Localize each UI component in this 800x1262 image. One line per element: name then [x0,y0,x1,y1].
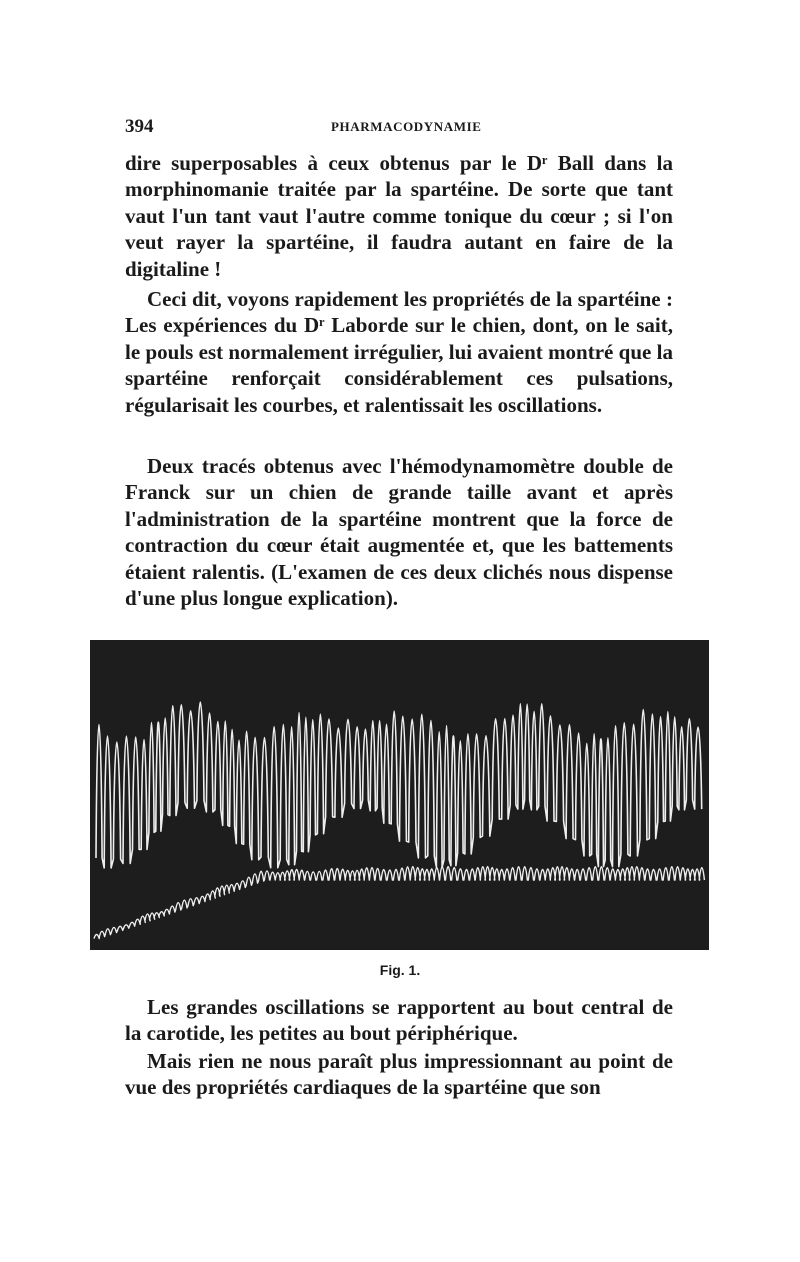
paragraph-2: Ceci dit, voyons rapidement les propriétés de la spartéine : Les expériences du Dʳ Laborde sur le chien, dont, on le sait, le pouls est normalement irrégulier, lui avaient montré que la spartéine renforçait considérablement ces pulsations, régularisait les courbes, et ralentissait les oscillations. [125,287,673,417]
paragraph-5: Mais rien ne nous paraît plus impressionnant au point de vue des propriétés cardiaques de la spartéine que son [125,1049,673,1100]
figure-trace-plate [90,640,709,950]
paragraph-4: Les grandes oscillations se rapportent au bout central de la carotide, les petites au bout périphérique. [125,995,673,1046]
paragraph-1: dire superposables à ceux obtenus par le Dʳ Ball dans la morphinomanie traitée par la spartéine. De sorte que tant vaut l'un tant vaut l'autre comme tonique du cœur ; si l'on veut rayer la spartéine, il faudra autant en faire de la digitaline ! [125,151,673,281]
page-number: 394 [125,116,154,137]
figure-caption: Fig. 1. [379,962,421,978]
paragraph-3: Deux tracés obtenus avec l'hémodynamomètre double de Franck sur un chien de grande taille avant et après l'administration de la spartéine montrent que la force de contraction du cœur était augmentée et, que les battements étaient ralentis. (L'examen de ces deux clichés nous dispense d'une plus longue explication). [125,454,673,611]
page-header [125,116,670,138]
carotid-central-trace [96,702,702,868]
running-title: PHARMACODYNAMIE [331,119,482,134]
carotid-peripheral-trace [94,867,704,939]
